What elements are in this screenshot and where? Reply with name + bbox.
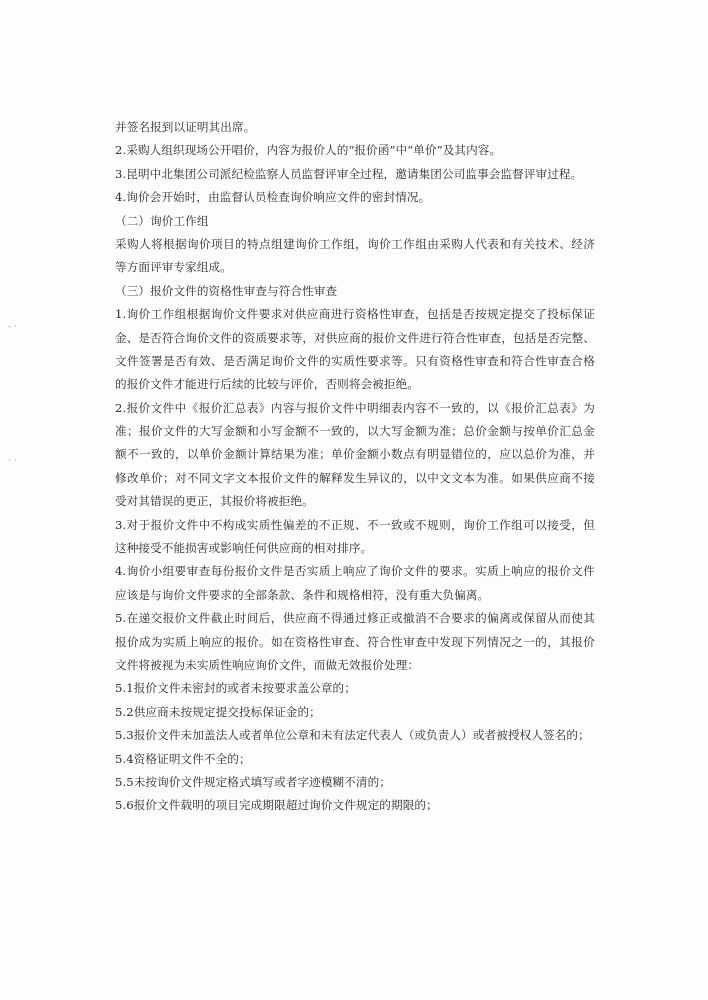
text-line: 额不一致的，以单价金额计算结果为准；单价金额小数点有明显错位的，应以总价为准，并 [115, 447, 595, 462]
text-line: 受对其错误的更正，其报价将被拒绝。 [115, 494, 314, 509]
text-line: 2.采购人组织现场公开唱价，内容为报价人的“报价函”中“单价”及其内容。 [115, 143, 502, 158]
section-heading: （三）报价文件的资格性审查与符合性审查 [115, 283, 338, 298]
text-line: 5.在递交报价文件截止时间后，供应商不得通过修正或撤消不合要求的偏离或保留从而使其 [115, 611, 595, 626]
list-item: 5.5未按询价文件规定格式填写或者字迹模糊不清的； [115, 774, 392, 789]
text-line: 文件签署是否有效、是否满足询价文件的实质性要求等。只有资格性审查和符合性审查合格 [115, 353, 595, 368]
list-item: 5.6报价文件载明的项目完成期限超过询价文件规定的期限的； [115, 798, 438, 813]
text-line: 3.对于报价文件中不构成实质性偏差的不正规、不一致或不规则，询价工作组可以接受，但 [115, 517, 595, 532]
text-line: 4.询价小组要审查每份报价文件是否实质上响应了询价文件的要求。实质上响应的报价文件 [115, 564, 595, 579]
list-item: 5.4资格证明文件不全的； [115, 751, 251, 766]
list-item: 5.2供应商未按规定提交投标保证金的； [115, 704, 321, 719]
text-line: 采购人将根据询价项目的特点组建询价工作组，询价工作组由采购人代表和有关技术、经济 [115, 236, 595, 251]
text-line: 4.询价会开始时，由监督认员检查询价响应文件的密封情况。 [115, 190, 431, 205]
list-item: 5.3报价文件未加盖法人或者单位公章和未有法定代表人（或负责人）或者被授权人签名的； [115, 728, 590, 743]
scan-speck: ‐ · [8, 322, 17, 332]
list-item: 5.1报价文件未密封的或者未按要求盖公章的； [115, 681, 356, 696]
text-line: 等方面评审专家组成。 [115, 260, 232, 275]
text-line: 金、是否符合询价文件的资质要求等，对供应商的报价文件进行符合性审查，包括是否完整、 [115, 330, 595, 345]
text-line: 应该是与询价文件要求的全部条款、条件和规格相符，没有重大负偏离。 [115, 587, 490, 602]
document-body [115, 116, 595, 818]
text-line: 报价成为实质上响应的报价。如在资格性审查、符合性审查中发现下列情况之一的，其报价 [115, 634, 595, 649]
text-line: 1.询价工作组根据询价文件要求对供应商进行资格性审查，包括是否按规定提交了投标保证 [115, 307, 595, 322]
text-line: 并签名报到以证明其出席。 [115, 120, 256, 134]
text-line: 2.报价文件中《报价汇总表》内容与报价文件中明细表内容不一致的，以《报价汇总表》为 [115, 400, 595, 415]
text-line: 3.昆明中北集团公司派纪检监察人员监督评审全过程，邀请集团公司监事会监督评审过程。 [115, 166, 583, 181]
text-line: 这种接受不能损害或影响任何供应商的相对排序。 [115, 541, 373, 556]
text-line: 准；报价文件的大写金额和小写金额不一致的，以大写金额为准；总价金额与按单价汇总金 [115, 424, 595, 439]
text-line: 修改单价；对不同文字文本报价文件的解释发生异议的，以中文文本为准。如果供应商不接 [115, 470, 595, 485]
scan-speck: · · [8, 456, 17, 466]
text-line: 文件将被视为未实质性响应询价文件，而做无效报价处理： [115, 657, 420, 672]
section-heading: （二）询价工作组 [115, 213, 209, 228]
text-line: 的报价文件才能进行后续的比较与评价，否则将会被拒绝。 [115, 377, 420, 392]
